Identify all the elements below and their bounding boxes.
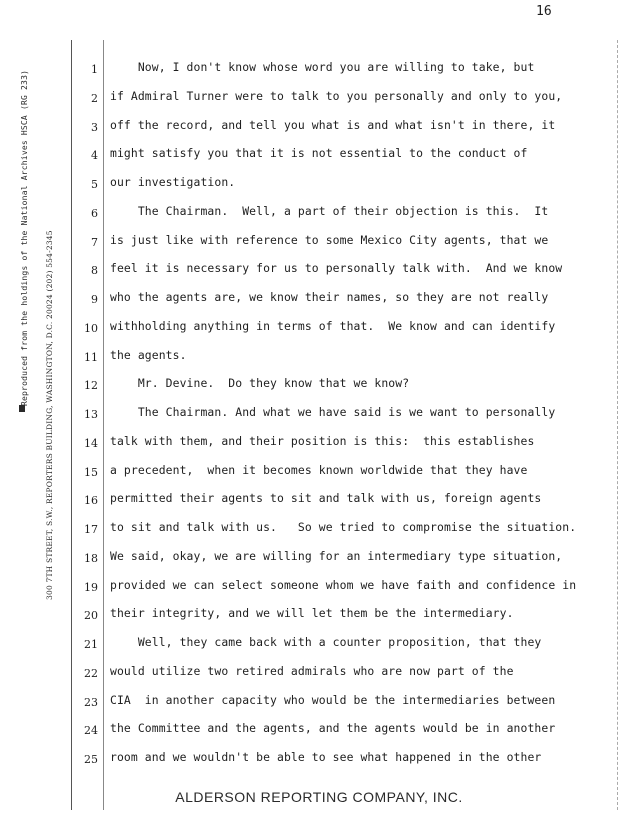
line-text: permitted their agents to sit and talk with us, foreign agents (110, 491, 542, 506)
line-number: 21 (84, 638, 98, 651)
line-number: 23 (84, 695, 98, 709)
line-text: talk with them, and their position is this: this establishes (110, 433, 535, 448)
line-text: who the agents are, we know their names, so they are not really (110, 290, 549, 304)
transcript-line (0, 348, 638, 368)
transcript-line (0, 578, 638, 598)
transcript-line (0, 405, 638, 425)
line-text: their integrity, and we will let them be the intermediary. (110, 606, 514, 621)
line-number: 16 (84, 494, 98, 508)
transcript-line (0, 376, 638, 396)
line-text: the agents. (110, 347, 187, 362)
line-text: The Chairman. And what we have said is we want to personally (110, 405, 556, 419)
line-text: to sit and talk with us. So we tried to compromise the situation. (110, 520, 577, 534)
line-text: is just like with reference to some Mexico City agents, that we (110, 232, 549, 247)
transcript-line (0, 463, 638, 483)
line-text: would utilize two retired admirals who are now part of the (110, 663, 514, 678)
transcript-line (0, 520, 638, 540)
line-number: 22 (84, 666, 98, 680)
line-text: off the record, and tell you what is and what isn't in there, it (110, 117, 556, 132)
transcript-line (0, 635, 638, 655)
line-number: 3 (91, 120, 98, 134)
transcript-line (0, 89, 638, 109)
transcript-line (0, 664, 638, 684)
reporter-address: 300 7TH STREET, S.W., REPORTERS BUILDING, WASHINGTON, D.C. 20024 (202) 554-2345 (45, 230, 54, 600)
line-number: 10 (84, 321, 98, 335)
line-text: our investigation. (110, 175, 236, 189)
transcript-line (0, 750, 638, 770)
line-text: withholding anything in terms of that. We know and can identify (110, 318, 556, 333)
line-number: 20 (84, 609, 98, 623)
transcript-line (0, 60, 638, 80)
transcript-line (0, 146, 638, 166)
line-number: 18 (84, 551, 98, 565)
line-text: the Committee and the agents, and the agents would be in another (110, 721, 556, 736)
transcript-line (0, 491, 638, 511)
line-number: 24 (84, 724, 98, 738)
line-number: 8 (91, 264, 98, 278)
transcript-line (0, 319, 638, 339)
archives-stamp: Reproduced from the holdings of the National Archives HSCA (RG 233) (20, 69, 29, 406)
line-number: 5 (91, 178, 98, 191)
line-number: 25 (84, 753, 98, 766)
transcript-line (0, 549, 638, 569)
transcript-line (0, 693, 638, 713)
line-text: We said, okay, we are willing for an intermediary type situation, (110, 548, 563, 563)
line-number: 4 (91, 149, 98, 163)
line-number: 17 (84, 523, 98, 536)
line-number: 11 (84, 350, 98, 364)
transcript-line (0, 118, 638, 138)
transcript-line (0, 233, 638, 253)
line-text: provided we can select someone whom we have faith and confidence in (110, 577, 577, 592)
line-text: room and we wouldn't be able to see what happened in the other (110, 750, 542, 764)
line-text: Mr. Devine. Do they know that we know? (110, 376, 410, 391)
transcript-line (0, 721, 638, 741)
line-number: 15 (84, 465, 98, 479)
line-text: Well, they came back with a counter proposition, that they (110, 635, 542, 649)
line-number: 12 (84, 379, 98, 393)
line-text: a precedent, when it becomes known worldwide that they have (110, 462, 528, 477)
line-number: 6 (91, 206, 98, 220)
transcript-line (0, 290, 638, 310)
line-text: might satisfy you that it is not essential to the conduct of (110, 146, 528, 161)
transcript-line (0, 204, 638, 224)
line-text: The Chairman. Well, a part of their objection is this. It (110, 203, 549, 218)
line-text: if Admiral Turner were to talk to you personally and only to you, (110, 88, 563, 103)
transcript-line (0, 434, 638, 454)
transcript-line (0, 175, 638, 195)
line-text: Now, I don't know whose word you are willing to take, but (110, 60, 535, 74)
line-text: feel it is necessary for us to personally talk with. And we know (110, 261, 563, 276)
line-number: 2 (91, 91, 98, 105)
transcript-line (0, 606, 638, 626)
line-number: 1 (91, 63, 98, 76)
reporting-company-footer: ALDERSON REPORTING COMPANY, INC. (175, 789, 463, 805)
line-number: 7 (91, 235, 98, 249)
page-number: 16 (536, 4, 552, 19)
line-number: 19 (84, 580, 98, 594)
line-number: 13 (84, 408, 98, 421)
line-number: 9 (91, 293, 98, 306)
line-text: CIA in another capacity who would be the intermediaries between (110, 692, 556, 707)
transcript-line (0, 261, 638, 281)
line-number: 14 (84, 436, 98, 450)
